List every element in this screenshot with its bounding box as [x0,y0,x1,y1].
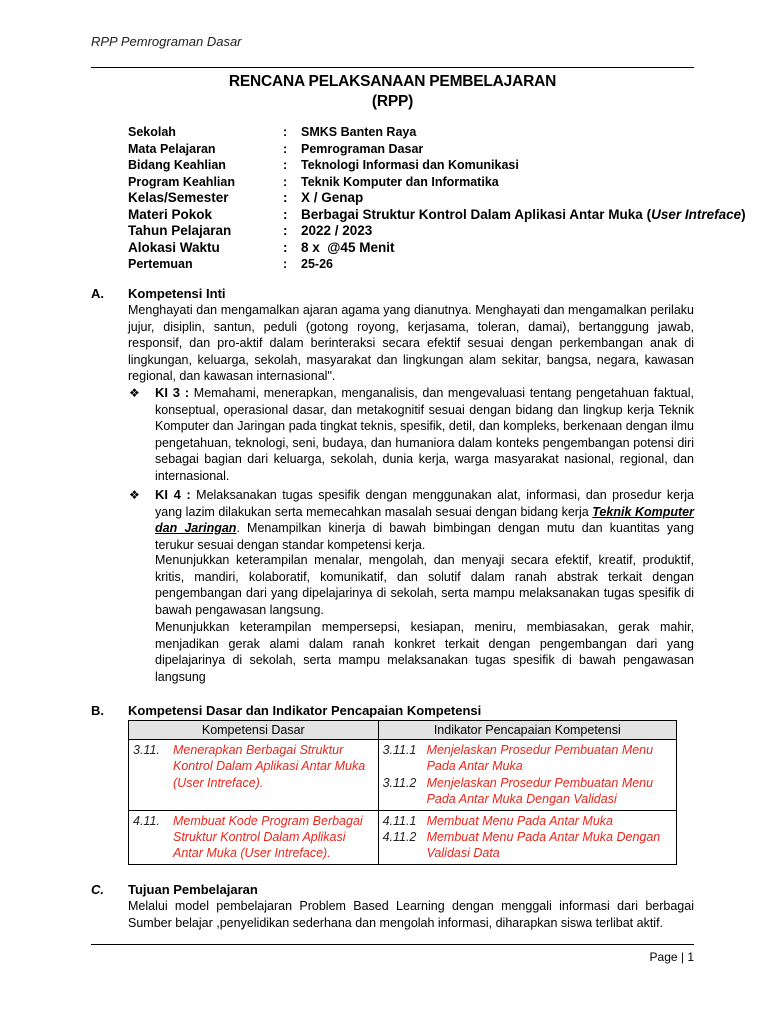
kd-text: Menerapkan Berbagai Struktur Kontrol Dalam Aplikasi Antar Muka (User Intreface). [173,743,366,790]
diamond-bullet-icon: ❖ [129,488,140,502]
indicator-cell [378,740,676,811]
ki4-text-b: . Menampilkan kinerja di bawah bimbingan dengan mutu dan kuantitas yang terukur sesuai dengan standar kompetensi kerja. [155,521,695,552]
section-c-title: Tujuan Pembelajaran [128,882,258,897]
identity-row-pertemuan [128,256,746,273]
identity-value: Teknologi Informasi dan Komunikasi [301,158,519,172]
indicator-entry [383,775,672,808]
ki4-item [129,487,695,553]
table-row [129,810,677,864]
identity-key: Alokasi Waktu [128,239,220,255]
identity-key: Materi Pokok [128,206,213,222]
identity-key: Tahun Pelajaran [128,223,232,238]
kd-number: 3.11. [133,743,160,757]
section-a-intro: Menghayati dan mengamalkan ajaran agama yang dianutnya. Menghayati dan mengamalkan perilaku jujur, disiplin, santun, peduli (gotong royong, kerjasama, toleran, damai), bertanggung jawab, responsif, dan pro-aktif dalam berinteraksi secara efektif sesuai dengan perkembangan anak di lingkungan, keluarga, sekolah, masyarakat dan lingkungan alam sekitar, bangsa, negara, kawasan regional, dan kawasan internasional". [128,303,694,384]
document-title [91,72,694,112]
kd-cell [129,810,379,864]
identity-colon: : [283,174,288,189]
title-line-1: RENCANA PELAKSANAAN PEMBELAJARAN [228,73,557,90]
indicator-entry [383,742,672,775]
identity-colon: : [283,206,288,222]
section-a-title: Kompetensi Inti [128,286,226,301]
identity-row-mata-pelajaran [128,141,746,158]
identity-value: 8 x @45 Menit [301,239,395,255]
kd-cell [129,740,379,811]
identity-colon: : [283,158,288,172]
page-number: Page | 1 [649,950,694,964]
section-b-letter: B. [91,703,104,718]
ki4-highlight: Teknik Komputer dan Jaringan [155,504,694,536]
footer-rule [91,944,694,945]
indicator-number: 3.11.2 [382,775,417,790]
section-c-letter: C. [91,882,104,897]
kd-entry [133,742,374,791]
identity-key: Program Keahlian [128,174,235,189]
identity-row-materi-pokok [128,207,746,224]
indicator-text: Membuat Menu Pada Antar Muka [426,813,614,828]
indicator-entry [383,829,672,862]
ki4-text-a: Melaksanakan tugas spesifik dengan menggunakan alat, informasi, dan prosedur kerja yang lazim dilakukan serta memecahkan masalah sesuai dengan bidang kerja [155,488,694,519]
indicator-number: 4.11.1 [382,813,417,828]
section-a-letter: A. [91,286,104,301]
indicator-number: 4.11.2 [382,830,417,845]
indicator-entry [383,813,672,829]
identity-colon: : [283,239,288,255]
identity-table [128,124,746,273]
identity-key: Kelas/Semester [128,190,229,205]
identity-key: Pertemuan [128,257,193,271]
identity-value: 25-26 [301,257,333,271]
identity-row-alokasi-waktu [128,240,746,257]
kd-entry [133,813,374,862]
identity-key: Sekolah [128,125,176,139]
identity-colon: : [283,141,288,156]
kd-text: Membuat Kode Program Berbagai Struktur Kontrol Dalam Aplikasi Antar Muka (User Intreface). [173,813,363,861]
identity-value: Teknik Komputer dan Informatika [301,174,499,189]
running-header: RPP Pemrograman Dasar [91,34,242,49]
indicator-text: Menjelaskan Prosedur Pembuatan Menu Pada Antar Muka [426,743,654,774]
indicator-text: Membuat Menu Pada Antar Muka Dengan Validasi Data [426,830,661,861]
indicator-number: 3.11.1 [382,743,417,757]
identity-value: Pemrograman Dasar [301,141,424,156]
identity-value: X / Genap [301,190,364,205]
identity-value [301,207,746,224]
identity-row-tahun-pelajaran [128,223,746,240]
materi-text: Berbagai Struktur Kontrol Dalam Aplikasi Antar Muka ( [301,206,652,222]
title-line-2: (RPP) [371,93,414,110]
competency-table [128,720,677,865]
section-c-text: Melalui model pembelajaran Problem Based Learning dengan menggali informasi dari berbagai Sumber belajar ,penyelidikan sederhana dan mengolah informasi, diharapkan siswa terlibat aktif. [128,899,694,930]
identity-key: Mata Pelajaran [128,141,216,156]
identity-colon: : [283,223,288,238]
table-row [129,740,677,811]
identity-row-program-keahlian [128,174,746,191]
diamond-bullet-icon: ❖ [129,386,140,400]
identity-colon: : [283,125,288,139]
header-rule [91,67,694,68]
ki4-label: KI 4 : [155,487,191,502]
identity-value: SMKS Banten Raya [301,125,417,139]
identity-row-bidang-keahlian [128,157,746,174]
kd-number: 4.11. [133,813,160,828]
indicator-text: Menjelaskan Prosedur Pembuatan Menu Pada Antar Muka Dengan Validasi [426,775,654,807]
identity-colon: : [283,257,288,271]
section-b-title: Kompetensi Dasar dan Indikator Pencapaian Kompetensi [128,703,482,718]
identity-row-sekolah [128,124,746,141]
ki3-item [129,385,694,485]
indicator-cell [378,810,676,864]
ki4-paragraph-2: Menunjukkan keterampilan menalar, mengolah, dan menyaji secara efektif, kreatif, produktif, kritis, mandiri, kolaboratif, komunikatif, dan solutif dalam ranah abstrak terkait dengan pengembangan dari yang dipelajarinya di sekolah, serta mampu melaksanakan tugas spesifik di bawah pengawasan langsung. [155,553,694,617]
column-header-ipk: Indikator Pencapaian Kompetensi [378,721,676,740]
materi-close: ) [741,206,746,222]
identity-colon: : [283,190,288,205]
column-header-kd: Kompetensi Dasar [129,721,379,740]
identity-key: Bidang Keahlian [128,158,226,172]
identity-row-kelas-semester [128,190,746,207]
identity-value: 2022 / 2023 [301,223,373,238]
ki3-text: Memahami, menerapkan, menganalisis, dan mengevaluasi tentang pengetahuan faktual, konseptual, operasional dasar, dan metakognitif sesuai dengan bidang dan lingkup kerja Teknik Komputer dan Jaringan pada tingkat teknis, spesifik, detil, dan kompleks, berkenaan dengan ilmu pengetahuan, teknologi, seni, budaya, dan humaniora dalam konteks pengembangan potensi diri sebagai bagian dari keluarga, sekolah, dunia kerja, warga masyarakat nasional, regional, dan internasional. [155,386,694,483]
ki3-label: KI 3 : [155,385,190,400]
materi-italic: User Intreface [651,206,742,222]
ki4-paragraph-3: Menunjukkan keterampilan mempersepsi, kesiapan, meniru, membiasakan, gerak mahir, menjadikan gerak alami dalam ranah konkret terkait dengan pengembangan dari yang dipelajarinya di sekolah, serta mampu melaksanakan tugas spesifik di bawah pengawasan langsung [155,620,694,684]
